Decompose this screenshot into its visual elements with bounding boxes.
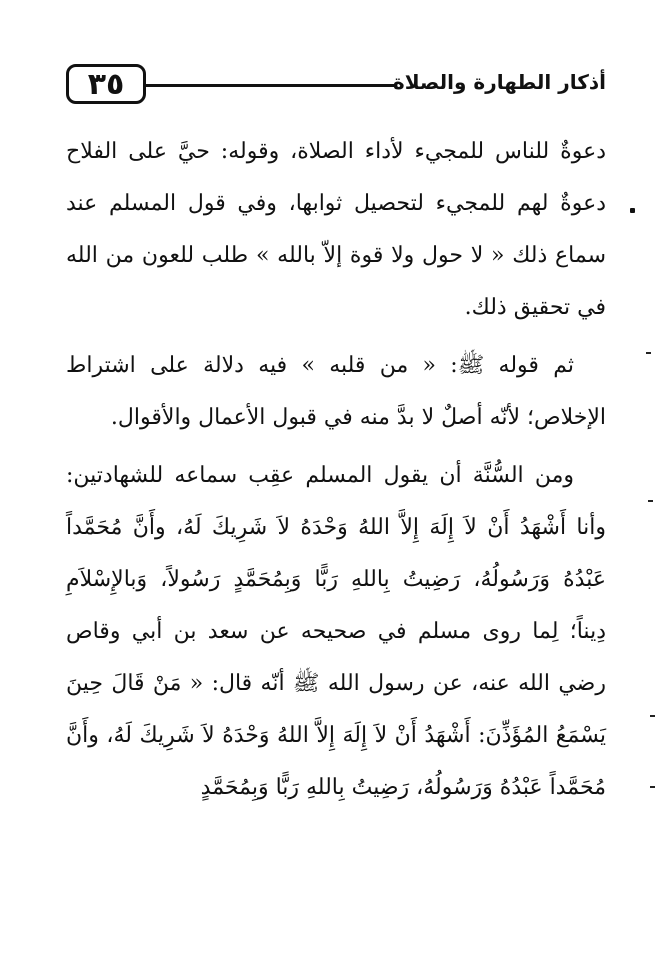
margin-mark <box>630 208 635 213</box>
margin-mark <box>646 352 651 354</box>
margin-mark <box>650 715 655 717</box>
paragraph-1: دعوةٌ للناس للمجيء لأداء الصلاة، وقوله: حيَّ على الفلاح دعوةٌ لهم للمجيء لتحصيل ثوابها، وفي قول المسلم عند سماع ذلك « لا حول ولا قوة إلاّ بالله » طلب للعون من الله في تحقيق ذلك. <box>66 139 606 320</box>
paragraph-3: ومن السُّنَّة أن يقول المسلم عقِب سماعه للشهادتين: وأنا أَشْهَدُ أَنْ لاَ إِلَهَ إِلاَّ اللهُ وَحْدَهُ لاَ شَرِيكَ لَهُ، وأَنَّ مُحَمَّداً عَبْدُهُ وَرَسُولُهُ، رَضِيتُ بِاللهِ رَبًّا وَبِمُحَمَّدٍ رَسُولاً، وَبالإِسْلاَمِ دِيناً؛ لِما روى مسلم في صحيحه عن سعد بن أبي وقاص رضي الله عنه، عن رسول الله ﷺ أنّه قال: « مَنْ قَالَ حِينَ يَسْمَعُ المُؤَذِّنَ: أَشْهَدُ أَنْ لاَ إِلَهَ إِلاَّ اللهُ وَحْدَهُ لاَ شَرِيكَ لَهُ، وأَنَّ مُحَمَّداً عَبْدُهُ وَرَسُولُهُ، رَضِيتُ بِاللهِ رَبًّا وَبِمُحَمَّدٍ <box>66 463 606 800</box>
margin-mark <box>650 786 655 788</box>
page-body <box>66 126 606 820</box>
page-number: ٣٥ <box>66 64 146 104</box>
header-rule <box>146 84 396 87</box>
margin-mark <box>648 500 653 502</box>
running-title: أذكار الطهارة والصلاة <box>392 70 606 94</box>
paragraph-2: ثم قوله ﷺ: « من قلبه » فيه دلالة على اشتراط الإخلاص؛ لأنّه أصلٌ لا بدَّ منه في قبول الأعمال والأقوال. <box>66 353 606 430</box>
page-header <box>66 62 606 110</box>
